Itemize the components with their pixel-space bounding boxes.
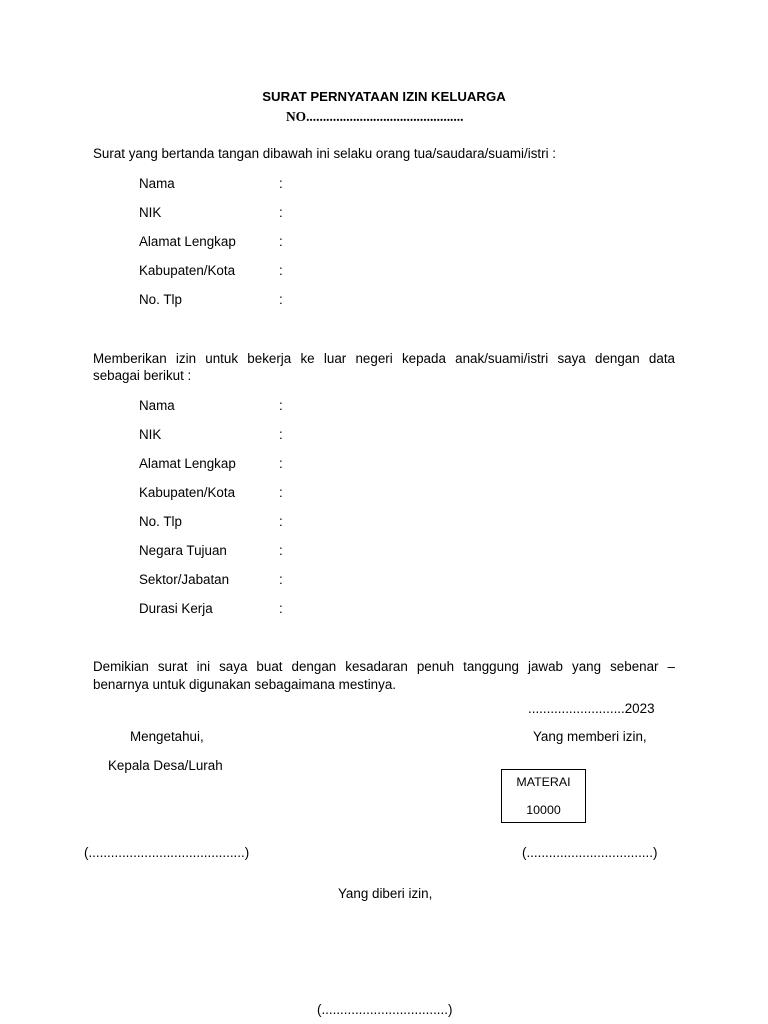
permission-text-line1: Memberikan izin untuk bekerja ke luar negeri kepada anak/suami/istri saya dengan data <box>93 351 675 366</box>
grantee-signature-line: (..................................) <box>317 1002 453 1017</box>
field-label: No. Tlp <box>139 514 182 529</box>
field-label: Kabupaten/Kota <box>139 485 236 500</box>
field-label: Nama <box>139 176 175 191</box>
field-colon: : <box>279 205 283 220</box>
closing-text-line2: benarnya untuk digunakan sebagaimana mestinya. <box>93 677 396 692</box>
permission-text-line2: sebagai berikut : <box>93 368 192 383</box>
stamp-value: 10000 <box>526 803 561 817</box>
field-colon: : <box>279 398 283 413</box>
field-label: NIK <box>139 427 162 442</box>
field-label: Durasi Kerja <box>139 601 213 616</box>
document-number: NO............................................... <box>286 109 464 124</box>
field-label: No. Tlp <box>139 292 182 307</box>
stamp-label: MATERAI <box>516 775 571 789</box>
field-colon: : <box>279 263 283 278</box>
closing-text-line1: Demikian surat ini saya buat dengan kesadaran penuh tanggung jawab yang sebenar – <box>93 659 675 674</box>
field-label: Kabupaten/Kota <box>139 263 236 278</box>
document-title: SURAT PERNYATAAN IZIN KELUARGA <box>262 89 506 104</box>
materai-stamp-box <box>501 769 586 823</box>
date-line: ..........................2023 <box>528 701 655 716</box>
field-colon: : <box>279 572 283 587</box>
field-colon: : <box>279 234 283 249</box>
field-colon: : <box>279 514 283 529</box>
field-colon: : <box>279 543 283 558</box>
field-label: NIK <box>139 205 162 220</box>
field-label: Negara Tujuan <box>139 543 227 558</box>
village-head-signature-line: (..........................................) <box>84 845 250 860</box>
grantee-sign-label: Yang diberi izin, <box>338 886 433 901</box>
grantor-sign-label: Yang memberi izin, <box>533 729 647 744</box>
field-colon: : <box>279 485 283 500</box>
field-colon: : <box>279 176 283 191</box>
grantor-signature-line: (..................................) <box>522 845 658 860</box>
village-head-label: Kepala Desa/Lurah <box>108 758 223 773</box>
field-colon: : <box>279 292 283 307</box>
field-label: Alamat Lengkap <box>139 234 236 249</box>
intro-text: Surat yang bertanda tangan dibawah ini selaku orang tua/saudara/suami/istri : <box>93 146 557 161</box>
field-colon: : <box>279 456 283 471</box>
field-label: Alamat Lengkap <box>139 456 236 471</box>
field-colon: : <box>279 427 283 442</box>
acknowledged-label: Mengetahui, <box>130 729 204 744</box>
field-colon: : <box>279 601 283 616</box>
field-label: Nama <box>139 398 175 413</box>
field-label: Sektor/Jabatan <box>139 572 230 587</box>
